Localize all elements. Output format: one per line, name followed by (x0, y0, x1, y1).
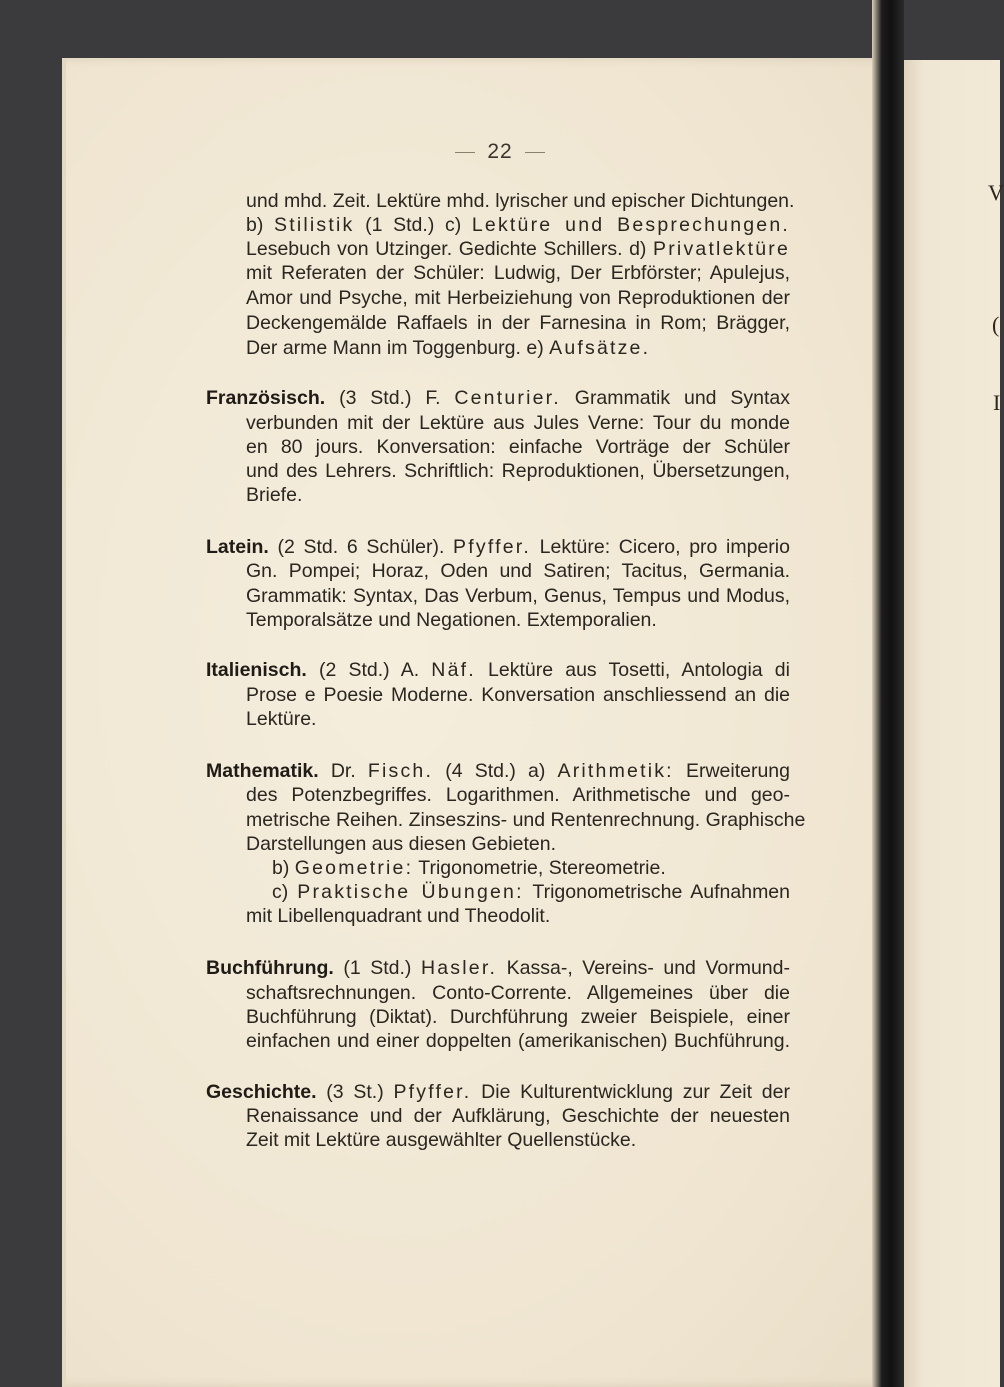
text-line: en 80 jours. Konversation: einfache Vorträge der Schüler (246, 436, 790, 458)
facing-page-fragment: V (988, 180, 1004, 205)
text-line: und des Lehrers. Schriftlich: Reproduktionen, Übersetzungen, (246, 460, 790, 482)
facing-page (898, 60, 1000, 1387)
page-edge (62, 58, 66, 1387)
book-gutter (872, 0, 904, 1387)
text-line: Temporalsätze und Negationen. Extemporalien. (246, 609, 657, 631)
section-heading: Mathematik. (206, 760, 319, 782)
page-number-dash-right (525, 152, 545, 153)
text-line: Prose e Poesie Moderne. Konversation anschliessend an die (246, 684, 790, 706)
text-line: Renaissance und der Aufklärung, Geschichte der neuesten (246, 1105, 790, 1127)
text-line: mit Referaten der Schüler: Ludwig, Der Erbförster; Apulejus, (246, 262, 790, 284)
section-buchfuehrung: Buchführung. (1 Std.) Hasler. Kassa-, Vereins- und Vormund- (206, 957, 790, 979)
section-heading: Geschichte. (206, 1081, 317, 1103)
section-heading: Italienisch. (206, 659, 307, 681)
section-mathematik: Mathematik. Dr. Fisch. (4 Std.) a) Arithmetik: Erweiterung (206, 760, 790, 782)
text-line: metrische Reihen. Zinseszins- und Rentenrechnung. Graphische (246, 809, 806, 831)
facing-page-fragment: ( (992, 312, 1000, 337)
text-line: Der arme Mann im Toggenburg. e) Aufsätze. (246, 337, 651, 359)
text-line: Lesebuch von Utzinger. Gedichte Schillers. d) Privatlektüre (246, 238, 790, 260)
text-line: des Potenzbegriffes. Logarithmen. Arithmetische und geo- (246, 784, 790, 806)
text-line: Lektüre. (246, 708, 317, 730)
text-line: Briefe. (246, 484, 303, 506)
text-line: Deckengemälde Raffaels in der Farnesina in Rom; Brägger, (246, 312, 790, 334)
section-italienisch: Italienisch. (2 Std.) A. Näf. Lektüre aus Tosetti, Antologia di (206, 659, 790, 681)
text-line: b) Stilistik (1 Std.) c) Lektüre und Besprechungen. (246, 214, 790, 236)
section-franzoesisch: Französisch. (3 Std.) F. Centurier. Grammatik und Syntax (206, 387, 790, 409)
text-line: Amor und Psyche, mit Herbeiziehung von Reproduktionen der (246, 287, 790, 309)
text-line: c) Praktische Übungen: Trigonometrische Aufnahmen (272, 881, 790, 903)
text-line: Darstellungen aus diesen Gebieten. (246, 833, 557, 855)
page-number (0, 140, 1000, 164)
text-line: Grammatik: Syntax, Das Verbum, Genus, Tempus und Modus, (246, 585, 790, 607)
text-line: Zeit mit Lektüre ausgewählter Quellenstücke. (246, 1129, 637, 1151)
text-line: Buchführung (Diktat). Durchführung zweier Beispiele, einer (246, 1006, 790, 1028)
text-line: einfachen und einer doppelten (amerikanischen) Buchführung. (246, 1030, 790, 1052)
text-line: Gn. Pompei; Horaz, Oden und Satiren; Tacitus, Germania. (246, 560, 790, 582)
text-line: b) Geometrie: Trigonometrie, Stereometrie. (272, 857, 666, 879)
section-heading: Latein. (206, 536, 269, 558)
page-number-dash-left (455, 152, 475, 153)
section-latein: Latein. (2 Std. 6 Schüler). Pfyffer. Lektüre: Cicero, pro imperio (206, 536, 790, 558)
text-line: mit Libellenquadrant und Theodolit. (246, 905, 551, 927)
section-heading: Französisch. (206, 387, 326, 409)
text-line: schaftsrechnungen. Conto-Corrente. Allgemeines über die (246, 982, 790, 1004)
page-number-value: 22 (487, 140, 513, 163)
text-line: und mhd. Zeit. Lektüre mhd. lyrischer und epischer Dichtungen. (246, 190, 795, 212)
text-line: verbunden mit der Lektüre aus Jules Verne: Tour du monde (246, 412, 790, 434)
facing-page-fragment: I (993, 390, 1001, 415)
section-heading: Buchführung. (206, 957, 334, 979)
section-geschichte: Geschichte. (3 St.) Pfyffer. Die Kulturentwicklung zur Zeit der (206, 1081, 790, 1103)
